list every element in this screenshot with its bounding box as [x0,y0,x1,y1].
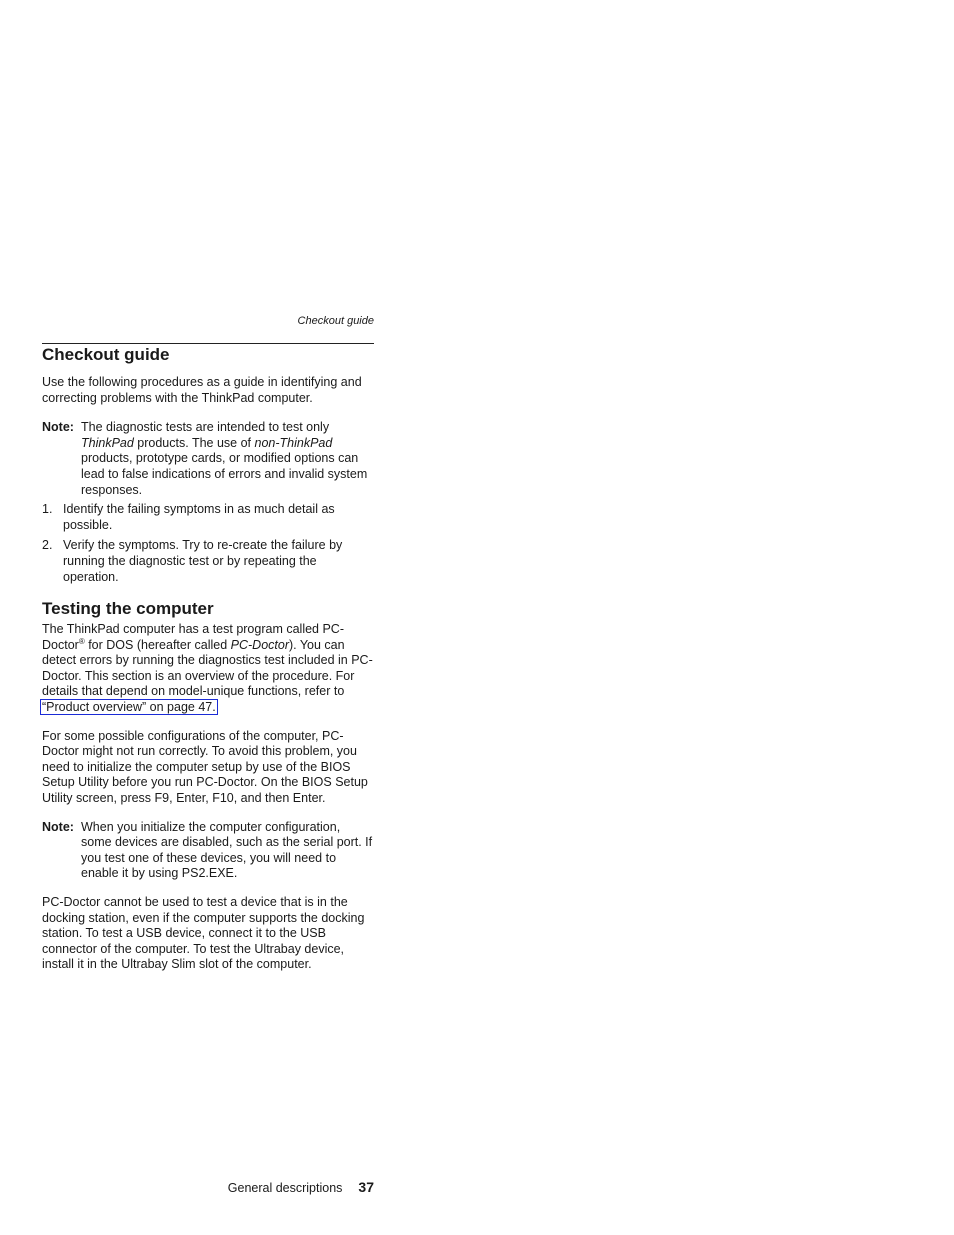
checkout-guide-section [42,344,374,590]
note-label: Note: [42,819,74,834]
italic-term: PC-Doctor [230,637,289,652]
note-italic-term: ThinkPad [81,435,134,450]
steps-list [42,502,374,585]
running-head: Checkout guide [297,315,374,327]
note-italic-term: non-ThinkPad [254,435,333,450]
list-item [42,538,374,585]
note-text-part: products. The use of [133,435,255,450]
paragraph-text: for DOS (hereafter called [84,637,231,652]
paragraph-text: ). You can detect errors by running the diagnostics test included in PC-Doctor. This section is an overview of the procedure. For details that depend on model-unique functions, refer to [42,637,373,699]
step-number: 2. [42,538,53,553]
note-text: When you initialize the computer configuration, some devices are disabled, such as the serial port. If you test one of these devices, you will need to enable it by using PS2.EXE. [81,819,373,881]
note-text-part: products, prototype cards, or modified options can lead to false indications of errors and invalid system responses. [81,451,368,497]
note-label: Note: [42,420,74,435]
config-paragraph: For some possible configurations of the computer, PC-Doctor might not run correctly. To avoid this problem, you need to initialize the computer setup by use of the BIOS Setup Utility before you run PC-Doctor. On the BIOS Setup Utility screen, press F9, Enter, F10, and then Enter. [42,728,368,805]
note-block [42,820,374,882]
step-text: Identify the failing symptoms in as much detail as possible. [63,502,335,532]
footer-label: General descriptions [227,1181,343,1195]
step-text: Verify the symptoms. Try to re-create the failure by running the diagnostic test or by repeating the operation. [63,538,343,584]
intro-paragraph: Use the following procedures as a guide in identifying and correcting problems with the ThinkPad computer. [42,375,362,405]
product-overview-link[interactable]: “Product overview” on page 47. [42,699,216,714]
intro-paragraph [42,622,374,716]
page-number: 37 [358,1179,374,1195]
paragraph-text: The ThinkPad computer has a test program called PC-Doctor [42,622,344,652]
section-title: Checkout guide [42,345,170,364]
list-item [42,502,374,533]
registered-mark: ® [78,636,85,646]
docking-paragraph: PC-Doctor cannot be used to test a device that is in the docking station, even if the computer supports the docking station. To test a USB device, connect it to the USB connector of the computer. To test the Ultrabay device, install it in the Ultrabay Slim slot of the computer. [42,894,365,972]
section-title: Testing the computer [42,599,214,618]
note-text-part: The diagnostic tests are intended to test only [81,420,330,435]
note-text [81,420,374,498]
testing-computer-section [42,598,374,973]
step-number: 1. [42,502,53,517]
note-block [42,420,374,498]
page-footer [42,1178,374,1197]
